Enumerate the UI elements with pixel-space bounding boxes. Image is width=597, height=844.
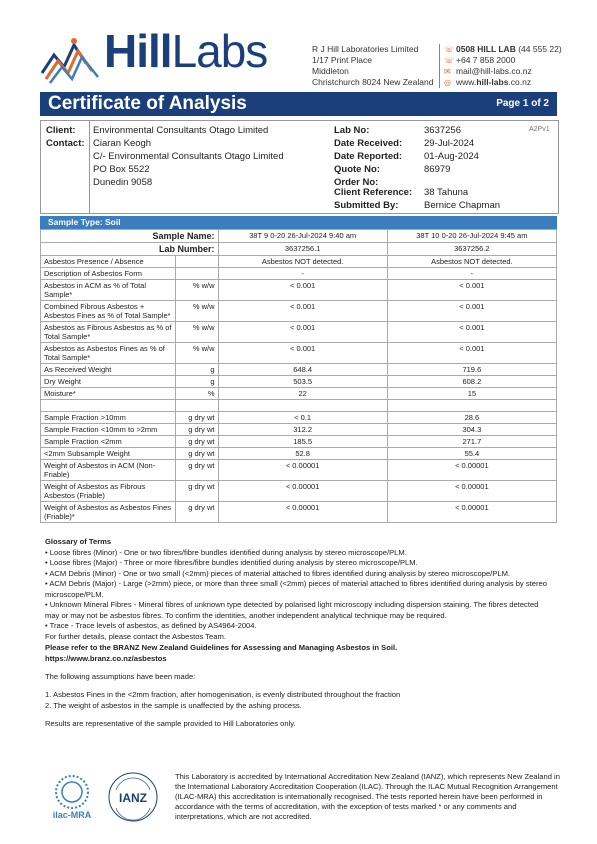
parameter-cell: Description of Asbestos Form bbox=[41, 268, 176, 280]
client-info-panel: Client: Environmental Consultants Otago Limited Contact: Ciaran Keogh C/- Environmental Consultants Otago Limited PO Box 5522 Dunedin 9058 Lab No: 3637256 A2Pv1 Date Received: 29-Jul-2024 Date Reported: 01-Aug-2024 Quote No: 86979 Order No: Client Reference: 38 Tahuna Submitted By: Bernice Chapman bbox=[40, 120, 559, 214]
unit-cell bbox=[176, 400, 219, 412]
parameter-cell: Sample Fraction >10mm bbox=[41, 412, 176, 424]
sample1-value-cell: < 0.00001 bbox=[218, 502, 387, 523]
sample2-value-cell: Asbestos NOT detected. bbox=[387, 256, 556, 268]
parameter-cell: Weight of Asbestos as Fibrous Asbestos (Friable) bbox=[41, 481, 176, 502]
sample2-value-cell: 55.4 bbox=[387, 448, 556, 460]
sample1-value-cell: 22 bbox=[218, 388, 387, 400]
unit-cell: g dry wt bbox=[176, 448, 219, 460]
sample1-value-cell: < 0.001 bbox=[218, 301, 387, 322]
globe-icon: ◎ bbox=[444, 78, 451, 87]
unit-cell: g dry wt bbox=[176, 502, 219, 523]
table-row bbox=[41, 400, 557, 412]
lab-contact: ☏ 0508 HILL LAB (44 555 22) ☏ +64 7 858 2000 ✉ mail@hill-labs.co.nz ◎ www.hill-labs.co.nz bbox=[439, 44, 562, 88]
table-row bbox=[41, 364, 557, 376]
table-row bbox=[41, 460, 557, 481]
table-row bbox=[41, 388, 557, 400]
parameter-cell: Sample Fraction <10mm to >2mm bbox=[41, 424, 176, 436]
sample2-value-cell: < 0.00001 bbox=[387, 502, 556, 523]
parameter-cell bbox=[41, 400, 176, 412]
accreditation-statement: This Laboratory is accredited by International Accreditation New Zealand (IANZ), which represents New Zealand in the International Laboratory Accreditation Cooperation (ILAC). Through the ILAC Mutual Recognition Arrangement (ILAC-MRA) this accreditation is internationally recognised. The tests reported herein have been performed in accordance with the terms of accreditation, with the exception of tests marked * or any comments and interpretations, which are not accredited. bbox=[175, 772, 560, 821]
sample2-value-cell: < 0.001 bbox=[387, 322, 556, 343]
page-title: Certificate of Analysis bbox=[48, 93, 247, 114]
sample2-value-cell: < 0.001 bbox=[387, 301, 556, 322]
sample2-value-cell: 608.2 bbox=[387, 376, 556, 388]
unit-cell: % w/w bbox=[176, 280, 219, 301]
parameter-cell: Combined Fibrous Asbestos + Asbestos Fines as % of Total Sample* bbox=[41, 301, 176, 322]
sample-type-band: Sample Type: Soil bbox=[40, 216, 557, 229]
unit-cell: g bbox=[176, 376, 219, 388]
table-row bbox=[41, 256, 557, 268]
brand-wordmark: HillLabs bbox=[104, 25, 268, 77]
table-row bbox=[41, 376, 557, 388]
unit-cell: g bbox=[176, 364, 219, 376]
table-row bbox=[41, 412, 557, 424]
parameter-cell: As Received Weight bbox=[41, 364, 176, 376]
assumptions-intro: The following assumptions have been made: bbox=[45, 672, 196, 681]
sample1-value-cell: Asbestos NOT detected. bbox=[218, 256, 387, 268]
unit-cell: % w/w bbox=[176, 343, 219, 364]
sample1-value-cell: < 0.001 bbox=[218, 322, 387, 343]
sample-name-row: Sample Name: 38T 9 0-20 26-Jul-2024 9:40 am 38T 10 0-20 26-Jul-2024 9:45 am bbox=[41, 230, 557, 243]
parameter-cell: <2mm Subsample Weight bbox=[41, 448, 176, 460]
sample2-value-cell: < 0.00001 bbox=[387, 460, 556, 481]
branz-note: Please refer to the BRANZ New Zealand Guidelines for Assessing and Managing Asbestos in Soil. https://www.branz.co.nz/asbestos bbox=[45, 643, 398, 663]
unit-cell: g dry wt bbox=[176, 481, 219, 502]
svg-text:IANZ: IANZ bbox=[119, 791, 147, 805]
sample1-value-cell: < 0.00001 bbox=[218, 460, 387, 481]
sample1-value-cell: < 0.001 bbox=[218, 343, 387, 364]
parameter-cell: Weight of Asbestos in ACM (Non-Friable) bbox=[41, 460, 176, 481]
assumptions-list: 1. Asbestos Fines in the <2mm fraction, after homogenisation, is evenly distributed throughout the fraction 2. The weight of asbestos in the sample is unaffected by the ashing process. bbox=[45, 690, 401, 710]
parameter-cell: Sample Fraction <2mm bbox=[41, 436, 176, 448]
table-row bbox=[41, 322, 557, 343]
unit-cell: g dry wt bbox=[176, 412, 219, 424]
sample2-value-cell: < 0.001 bbox=[387, 343, 556, 364]
ilac-mra-badge-icon bbox=[45, 770, 99, 824]
sample1-value-cell: - bbox=[218, 268, 387, 280]
sample2-value-cell: 15 bbox=[387, 388, 556, 400]
glossary: Glossary of Terms • Loose fibres (Minor) - One or two fibres/fibre bundles identified during analysis by stereo microscope/PLM. • Loose fibres (Major) - Three or more fibres/fibre bundles identified during analysis by stereo microscope/PLM. • ACM Debris (Minor) - One or two small (<2mm) pieces of material attached to fibres identified during analysis by stereo microscope/PLM. • ACM Debris (Major) - Large (>2mm) piece, or more than three small (<2mm) pieces of material attached to fibres identified during analysis by stereo microscope/PLM. • Unknown Mineral Fibres - Mineral fibres of unknown type detected by polarised light microscopy including dispersion staining. The fibres detected may or may not be asbestos fibres. To confirm the identities, another independent analytical technique may be required. • Trace - Trace levels of asbestos, as defined by AS4964-2004. For further details, please contact the Asbestos Team. bbox=[45, 537, 547, 641]
sample1-value-cell: 312.2 bbox=[218, 424, 387, 436]
page-number: Page 1 of 2 bbox=[496, 98, 549, 109]
mail-icon: ✉ bbox=[444, 67, 451, 76]
table-row bbox=[41, 268, 557, 280]
svg-text:ilac-MRA: ilac-MRA bbox=[52, 810, 92, 820]
parameter-cell: Asbestos in ACM as % of Total Sample* bbox=[41, 280, 176, 301]
parameter-cell: Asbestos as Asbestos Fines as % of Total Sample* bbox=[41, 343, 176, 364]
table-row bbox=[41, 343, 557, 364]
table-row bbox=[41, 481, 557, 502]
sample1-value-cell: < 0.1 bbox=[218, 412, 387, 424]
parameter-cell: Dry Weight bbox=[41, 376, 176, 388]
parameter-cell: Weight of Asbestos as Asbestos Fines (Friable)* bbox=[41, 502, 176, 523]
table-row bbox=[41, 502, 557, 523]
sample1-value-cell: < 0.001 bbox=[218, 280, 387, 301]
table-row bbox=[41, 424, 557, 436]
table-row bbox=[41, 280, 557, 301]
sample2-value-cell bbox=[387, 400, 556, 412]
hill-labs-logo-icon bbox=[40, 33, 102, 85]
sample1-value-cell: 185.5 bbox=[218, 436, 387, 448]
parameter-cell: Asbestos Presence / Absence bbox=[41, 256, 176, 268]
phone-icon: ☏ bbox=[444, 56, 455, 65]
unit-cell bbox=[176, 268, 219, 280]
sample2-value-cell: 719.6 bbox=[387, 364, 556, 376]
sample2-value-cell: - bbox=[387, 268, 556, 280]
table-row bbox=[41, 436, 557, 448]
lab-number-row: Lab Number: 3637256.1 3637256.2 bbox=[41, 243, 557, 256]
sample2-value-cell: < 0.00001 bbox=[387, 481, 556, 502]
sample1-value-cell: 52.8 bbox=[218, 448, 387, 460]
unit-cell bbox=[176, 256, 219, 268]
results-table bbox=[40, 229, 557, 523]
sample2-value-cell: 271.7 bbox=[387, 436, 556, 448]
sample2-value-cell: < 0.001 bbox=[387, 280, 556, 301]
certificate-banner bbox=[40, 92, 557, 116]
table-row bbox=[41, 448, 557, 460]
sample1-value-cell bbox=[218, 400, 387, 412]
unit-cell: g dry wt bbox=[176, 424, 219, 436]
lab-address: R J Hill Laboratories Limited 1/17 Print Place Middleton Christchurch 8024 New Zealand bbox=[312, 44, 434, 87]
representative-note: Results are representative of the sample provided to Hill Laboratories only. bbox=[45, 719, 296, 728]
unit-cell: % w/w bbox=[176, 322, 219, 343]
sample2-value-cell: 28.6 bbox=[387, 412, 556, 424]
ianz-accredited-badge-icon bbox=[106, 770, 160, 824]
unit-cell: g dry wt bbox=[176, 436, 219, 448]
sample2-value-cell: 304.3 bbox=[387, 424, 556, 436]
sample1-value-cell: 503.5 bbox=[218, 376, 387, 388]
unit-cell: g dry wt bbox=[176, 460, 219, 481]
phone-icon: ☏ bbox=[444, 45, 455, 54]
unit-cell: % bbox=[176, 388, 219, 400]
sample1-value-cell: < 0.00001 bbox=[218, 481, 387, 502]
sample1-value-cell: 648.4 bbox=[218, 364, 387, 376]
unit-cell: % w/w bbox=[176, 301, 219, 322]
parameter-cell: Asbestos as Fibrous Asbestos as % of Total Sample* bbox=[41, 322, 176, 343]
parameter-cell: Moisture* bbox=[41, 388, 176, 400]
table-row bbox=[41, 301, 557, 322]
